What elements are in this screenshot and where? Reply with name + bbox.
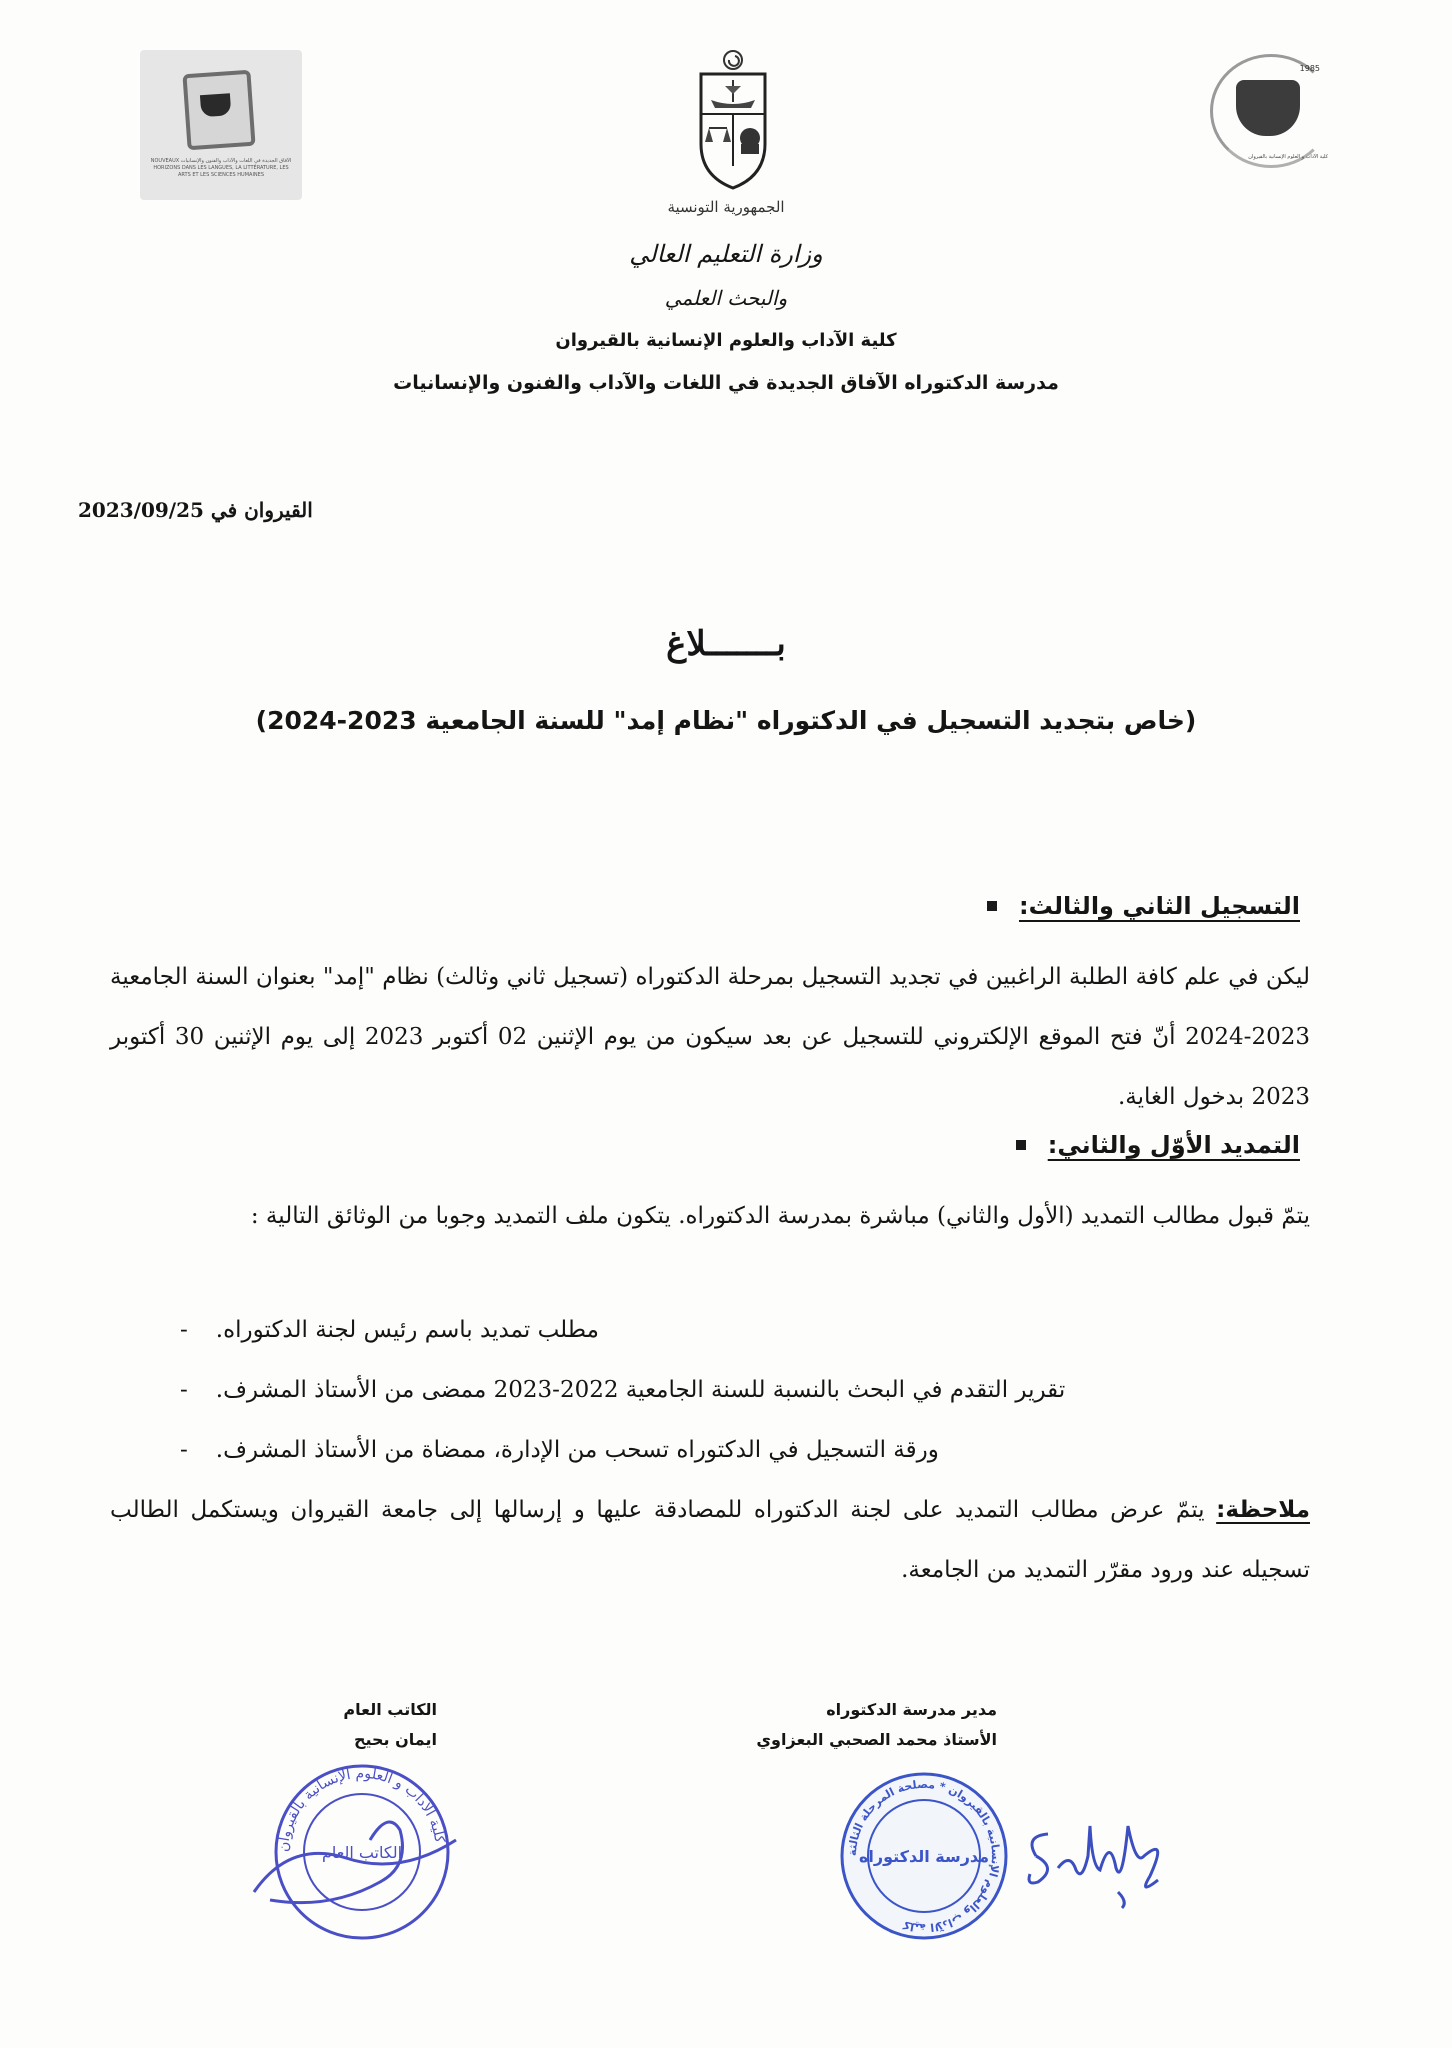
document-title: بـــــــلاغ [666,624,786,664]
section-heading-text: التمديد الأوّل والثاني: [1047,1131,1300,1159]
secretary-handwritten-signature [250,1800,470,1920]
list-item-text: ورقة التسجيل في الدكتوراه تسحب من الإدارة، ممضاة من الأستاذ المشرف. [215,1437,939,1463]
section-heading-extension [1016,1131,1300,1159]
tunisia-coat-of-arms-icon [695,48,771,192]
square-bullet-icon [987,901,997,911]
dash-bullet-icon: - [180,1317,188,1343]
secretary-name: ايمان بحيح [353,1730,437,1749]
section-body-registration: ليكن في علم كافة الطلبة الراغبين في تجديد التسجيل بمرحلة الدكتوراه (تسجيل ثاني وثالث) نظام "إمد" بعنوان السنة الجامعية 2023-2024 أنّ فتح الموقع الإلكتروني للتسجيل عن بعد سيكون من يوم الإثنين 02 أكتوبر 2023 إلى يوم الإثنين 30 أكتوبر 2023 بدخول الغاية. [110,964,1310,1110]
school-logo [140,50,302,200]
faculty-logo-caption: كلية الآداب و العلوم الإنسانية بالقيروان [1248,154,1328,160]
director-title: مدير مدرسة الدكتوراه [826,1700,997,1719]
svg-text:الكاتب العام: الكاتب العام [321,1843,403,1862]
secretary-signature-block [237,1695,437,1755]
dash-bullet-icon: - [180,1377,188,1403]
republic-label: الجمهورية التونسية [667,198,785,216]
faculty-name: كلية الآداب والعلوم الإنسانية بالقيروان [555,330,897,351]
document-subtitle: (خاص بتجديد التسجيل في الدكتوراه "نظام إمد" للسنة الجامعية 2023-2024) [255,706,1197,735]
doctoral-school-name: مدرسة الدكتوراه الآفاق الجديدة في اللغات والآداب والفنون والإنسانيات [393,372,1059,394]
director-signature-block [637,1695,997,1755]
square-bullet-icon [1016,1140,1026,1150]
section-heading-registration [987,892,1300,920]
note-label: ملاحظة: [1216,1497,1310,1523]
note-text: يتمّ عرض مطالب التمديد على لجنة الدكتوراه للمصادقة عليها و إرسالها إلى جامعة القيروان ويستكمل الطالب تسجيله عند ورود مقرّر التمديد من الجامعة. [110,1497,1310,1583]
director-name: الأستاذ محمد الصحبي البعزاوي [756,1730,997,1749]
faculty-logo [1200,54,1334,174]
secretary-title: الكاتب العام [343,1700,437,1719]
section-body-extension: يتمّ قبول مطالب التمديد (الأول والثاني) مباشرة بمدرسة الدكتوراه. يتكون ملف التمديد وجوبا من الوثائق التالية : [250,1203,1310,1229]
list-item-text: مطلب تمديد باسم رئيس لجنة الدكتوراه. [215,1317,599,1343]
note-paragraph [110,1480,1310,1600]
book-emblem-icon [182,70,255,151]
school-logo-caption: الآفاق الجديدة في اللغات والآداب والفنون والإنسانيات NOUVEAUX HORIZONS DANS LES LANGUES, LA LITTÉRATURE, LES ARTS ET LES SCIENCES HUMAINES [150,158,292,178]
required-documents-list [180,1300,1310,1480]
svg-text:كلية الآداب و العلوم الإنسانية: كلية الآداب و العلوم الإنسانية بالقيروان [275,1765,448,1853]
section-heading-text: التسجيل الثاني والثالث: [1018,892,1300,920]
doctoral-school-stamp [838,1770,1010,1942]
list-item [180,1420,1310,1480]
svg-text:كلية الآداب والعلوم الإنسانية: كلية الآداب والعلوم الإنسانية بالقيروان * مصلحة المرحلة الثالثة [845,1777,1003,1935]
list-item-text: تقرير التقدم في البحث بالنسبة للسنة الجامعية 2022-2023 ممضى من الأستاذ المشرف. [215,1377,1066,1403]
director-handwritten-signature [1018,1796,1198,1916]
ministry-label: وزارة التعليم العالي [629,240,823,268]
date-line: القيروان في 2023/09/25 [78,498,313,522]
faculty-logo-year: 1985 [1299,64,1320,73]
dash-bullet-icon: - [180,1437,188,1463]
list-item [180,1360,1310,1420]
book-building-icon [1236,80,1300,136]
list-item [180,1300,1310,1360]
svg-text:مدرسة الدكتوراه: مدرسة الدكتوراه [858,1847,990,1866]
research-label: والبحث العلمي [664,286,788,310]
